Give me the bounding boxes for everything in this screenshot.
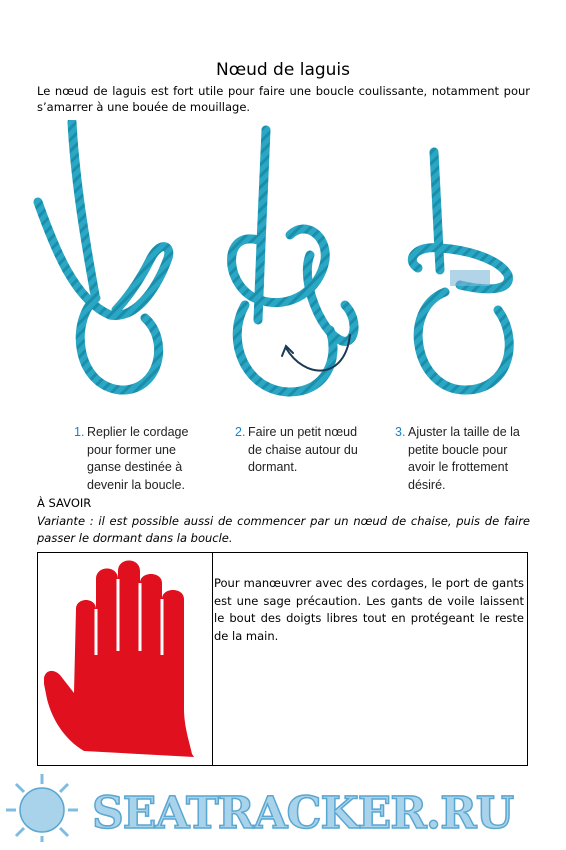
step-number: 1. (74, 425, 85, 439)
step-1 (74, 424, 202, 494)
steps-list (0, 424, 566, 499)
savoir-heading: À SAVOIR (37, 496, 92, 510)
step-text: Ajuster la taille de la petite boucle pour avoir le frottement désiré. (408, 425, 520, 492)
step-text: Faire un petit nœud de chaise autour du dormant. (248, 425, 358, 474)
step-2-rope (232, 130, 354, 392)
tip-box-divider (212, 553, 213, 765)
step-number: 3. (395, 425, 406, 439)
step-2 (235, 424, 366, 477)
page-title: Nœud de laguis (215, 60, 351, 80)
step-3-rope (412, 152, 509, 390)
knot-illustration (20, 120, 550, 420)
watermark-text: SEATRACKER.RU (92, 788, 514, 839)
variante-note: Variante : il est possible aussi de commencer par un nœud de chaise, puis de faire passer le dormant dans la boucle. (37, 514, 530, 545)
step-1-rope (38, 122, 169, 390)
step-text: Replier le cordage pour former une ganse destinée à devenir la boucle. (87, 425, 189, 492)
intro-paragraph: Le nœud de laguis est fort utile pour faire une boucle coulissante, notamment pour s’amarrer à une bouée de mouillage. (37, 84, 530, 114)
tip-box (37, 552, 528, 766)
step-number: 2. (235, 425, 246, 439)
step-3 (395, 424, 526, 494)
tip-text: Pour manœuvrer avec des cordages, le port de gants est une sage précaution. Les gants de voile laissent le bout des doigts libres tout en protégeant le reste de la main. (214, 576, 524, 643)
raised-hand-icon (44, 559, 204, 759)
